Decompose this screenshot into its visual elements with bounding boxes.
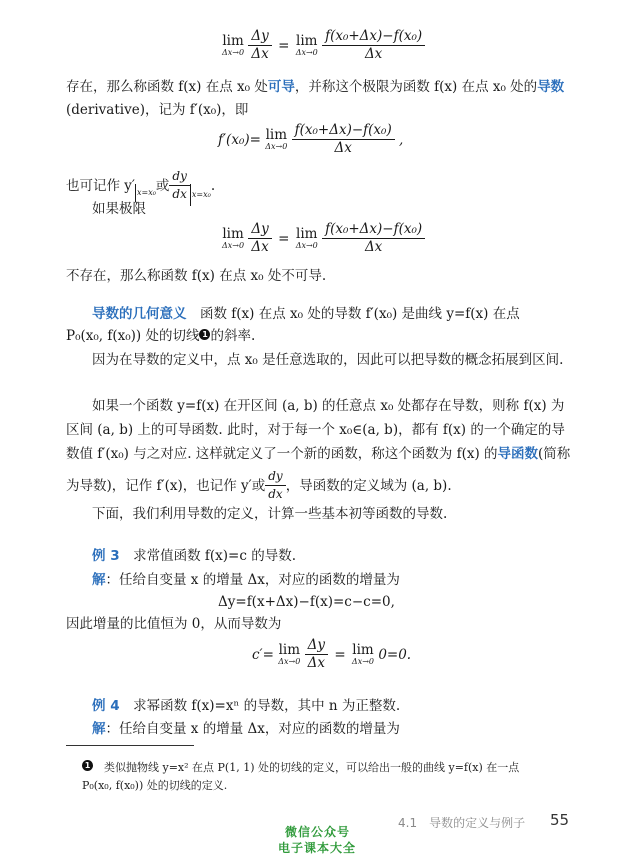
lim-subscript: Δx→0: [295, 241, 318, 250]
paragraph-line: 因为在导数的定义中，点 x₀ 是任意选取的，因此可以把导数的概念拓展到区间.: [92, 352, 564, 368]
term-differentiable: 可导: [267, 79, 295, 95]
footnote-marker: 1: [82, 760, 93, 771]
limit-equation-repeat: lim Δx→0 $\frac{\Delta y}{\Delta x}$ = lim Δx→0 $\frac{\text{f(x₀+Δx)−f(x₀)}}{\Delta x}$: [222, 221, 425, 256]
lim-symbol: lim: [222, 226, 244, 242]
lim-subscript: Δx→0: [222, 48, 245, 57]
example-3-heading: 例 3 求常值函数 f(x)=c 的导数.: [92, 548, 296, 564]
paragraph-line: 如果极限: [92, 201, 146, 217]
fraction-numerator: Δy: [248, 221, 271, 239]
paragraph-line: 区间 (a, b) 上的可导函数. 此时，对于每一个 x₀∈(a, b)，都有 f(x) 的一个确定的导: [66, 422, 565, 438]
paragraph-line: 数值 f′(x₀) 与之对应. 这样就定义了一个新的函数，称这个函数为 f(x) 的导函数(简称: [66, 446, 571, 462]
lim-symbol: lim: [265, 127, 287, 143]
paragraph-line: 为导数)，记作 f′(x)，也记作 y′或 $\frac{dy}{dx}$ ，导函数的定义域为 (a, b).: [66, 469, 452, 501]
section-footer: 4.1 导数的定义与例子: [398, 816, 526, 830]
example-4-solution: 解：任给自变量 x 的增量 Δx，对应的函数的增量为: [92, 721, 400, 737]
footnote-divider: [66, 745, 194, 746]
watermark-line: 电子课本大全: [278, 841, 357, 855]
derivative-definition-equation: f′(x₀)= lim Δx→0 $\frac{\text{f(x₀+Δx)−f(x₀)}}{\Delta x}$ ,: [218, 122, 404, 156]
example-label: 例 3: [92, 548, 120, 564]
page-number: 55: [550, 811, 570, 829]
fraction-denominator: Δx: [251, 46, 269, 62]
paragraph-line: 下面，我们利用导数的定义，计算一些基本初等函数的导数.: [92, 506, 448, 522]
lim-subscript: Δx→0: [295, 48, 318, 57]
fraction-numerator: Δy: [248, 28, 271, 46]
paragraph-line: 不存在，那么称函数 f(x) 在点 x₀ 处不可导.: [66, 268, 327, 284]
footnote-marker: 1: [199, 329, 210, 340]
watermark-line: 微信公众号: [285, 825, 351, 839]
fraction-denominator: Δx: [251, 239, 269, 255]
lim-subscript: Δx→0: [222, 241, 245, 250]
paragraph-line: P₀(x₀, f(x₀)) 处的切线 1 的斜率.: [66, 328, 256, 344]
fraction-denominator: Δx: [364, 46, 383, 62]
fraction-numerator: f(x₀+Δx)−f(x₀): [292, 122, 395, 140]
paragraph-line: (derivative)，记为 f′(x₀)，即: [66, 102, 249, 118]
fraction-denominator: Δx: [364, 239, 383, 255]
footnote-line: P₀(x₀, f(x₀)) 处的切线的定义.: [82, 779, 228, 792]
footnote-line: 1 类似抛物线 y=x² 在点 P(1, 1) 处的切线的定义，可以给出一般的曲线 y=f(x) 在一点: [82, 759, 519, 776]
constant-derivative-equation: c′= lim Δx→0 $\frac{\Delta y}{\Delta x}$ = lim Δx→0 0=0.: [252, 637, 412, 671]
solution-label: 解: [92, 721, 106, 737]
fraction-denominator: Δx: [334, 140, 352, 156]
solution-label: 解: [92, 572, 106, 588]
example-3-solution: 解：任给自变量 x 的增量 Δx，对应的函数的增量为: [92, 572, 400, 588]
fraction-numerator: f(x₀+Δx)−f(x₀): [322, 28, 425, 46]
fraction-numerator: f(x₀+Δx)−f(x₀): [322, 221, 425, 239]
paragraph-line: 存在，那么称函数 f(x) 在点 x₀ 处可导，并称这个极限为函数 f(x) 在点 x₀ 处的导数: [66, 79, 565, 95]
lim-subscript: Δx→0: [265, 142, 288, 151]
lim-symbol: lim: [296, 33, 318, 49]
term-derivative: 导数: [537, 79, 565, 95]
term-derived-function: 导函数: [497, 446, 539, 462]
example-label: 例 4: [92, 698, 120, 714]
lim-symbol: lim: [296, 226, 318, 242]
limit-definition-equation: [222, 28, 425, 63]
section-heading-geometric-meaning: 导数的几何意义: [92, 306, 187, 322]
paragraph-line: 也可记作 y′ x=x₀或 $\frac{dy}{dx}$ x=x₀.: [66, 168, 215, 206]
increment-equation: Δy=f(x+Δx)−f(x)=c−c=0,: [218, 594, 395, 610]
geometric-meaning-line: 导数的几何意义 函数 f(x) 在点 x₀ 处的导数 f′(x₀) 是曲线 y=f(x) 在点: [92, 306, 520, 322]
example-4-heading: 例 4 求幂函数 f(x)=xⁿ 的导数，其中 n 为正整数.: [92, 698, 401, 714]
paragraph-line: 如果一个函数 y=f(x) 在开区间 (a, b) 的任意点 x₀ 处都存在导数，则称 f(x) 为: [92, 398, 565, 414]
lim-symbol: lim: [222, 33, 244, 49]
paragraph-line: 因此增量的比值恒为 0，从而导数为: [66, 616, 282, 632]
equals-sign: =: [278, 37, 290, 54]
